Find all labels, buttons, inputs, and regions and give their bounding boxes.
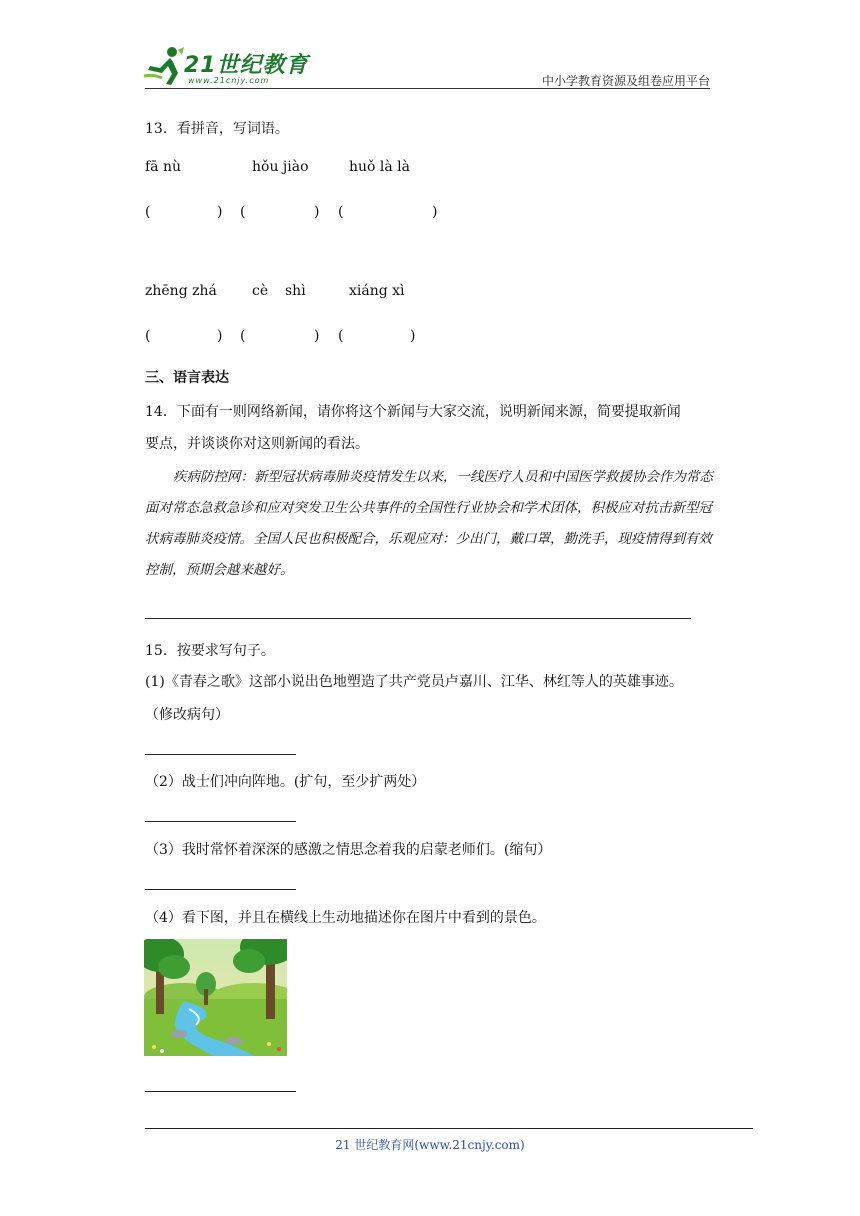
header-divider [145,88,710,89]
q15-s1-line1: (1)《青春之歌》这部小说出色地塑造了共产党员卢嘉川、江华、林红等人的英雄事迹。 [145,674,683,690]
footer-divider [145,1128,753,1129]
q15-s2: （2）战士们冲向阵地。(扩句，至少扩两处） [145,774,426,790]
platform-name: 中小学教育资源及组卷应用平台 [541,74,710,88]
q14-line2: 要点，并谈谈你对这则新闻的看法。 [145,436,369,452]
site-logo [142,46,312,90]
q13-title: 13．看拼音，写词语。 [145,121,289,137]
paren-close: ) [217,328,223,344]
paren-open: ( [338,328,344,344]
pinyin-xiangxi: xiáng xì [349,283,405,299]
q15-s1-line2: （修改病句） [145,707,229,723]
news-text: 疾病防控网：新型冠状病毒肺炎疫情发生以来，一线医疗人员和中国医学救援协会作为常态面对常态急救急诊和应对突发卫生公共事件的全国性行业协会和学术团体，积极应对抗击新型冠状病毒肺炎疫情。全国人民也积极配合，乐观应对：少出门，戴口罩，勤洗手，现疫情得到有效控制，预期会越来越好。 [145,469,713,578]
paren-open: ( [240,204,246,220]
answer-line-s1[interactable] [145,754,296,755]
q15-title: 15．按要求写句子。 [145,643,275,659]
logo-url: www.21cnjy.com [188,76,270,85]
pinyin-houjiao: hǒu jiào [252,159,309,175]
pinyin-fanu: fā nù [145,159,182,175]
paren-close: ) [432,204,438,220]
q15-s4: （4）看下图，并且在横线上生动地描述你在图片中看到的景色。 [145,910,546,926]
paren-close: ) [314,204,320,220]
answer-line-s3[interactable] [145,889,296,890]
news-passage [145,462,725,586]
paren-open: ( [338,204,344,220]
q15-s3: （3）我时常怀着深深的感激之情思念着我的启蒙老师们。(缩句） [145,842,552,858]
pinyin-zhengzha: zhēng zhá [145,283,217,299]
pinyin-shi: shì [285,283,306,299]
logo-title: 21世纪教育 [184,53,309,78]
paren-open: ( [145,204,151,220]
paren-open: ( [240,328,246,344]
paren-close: ) [217,204,223,220]
paren-close: ) [410,328,416,344]
landscape-picture [144,939,287,1056]
answer-line-s4[interactable] [145,1091,296,1092]
footer-text: 21 世纪教育网(www.21cnjy.com) [335,1138,525,1152]
paren-open: ( [145,328,151,344]
section-title: 三、语言表达 [145,370,229,386]
q14-line1: 14．下面有一则网络新闻，请你将这个新闻与大家交流，说明新闻来源，简要提取新闻 [145,404,681,420]
answer-line-s2[interactable] [145,821,296,822]
runner-logo-icon [142,46,186,86]
pinyin-ce: cè [252,283,269,299]
answer-line-q14[interactable] [145,618,691,619]
paren-close: ) [314,328,320,344]
pinyin-huolala: huǒ là là [349,159,411,175]
